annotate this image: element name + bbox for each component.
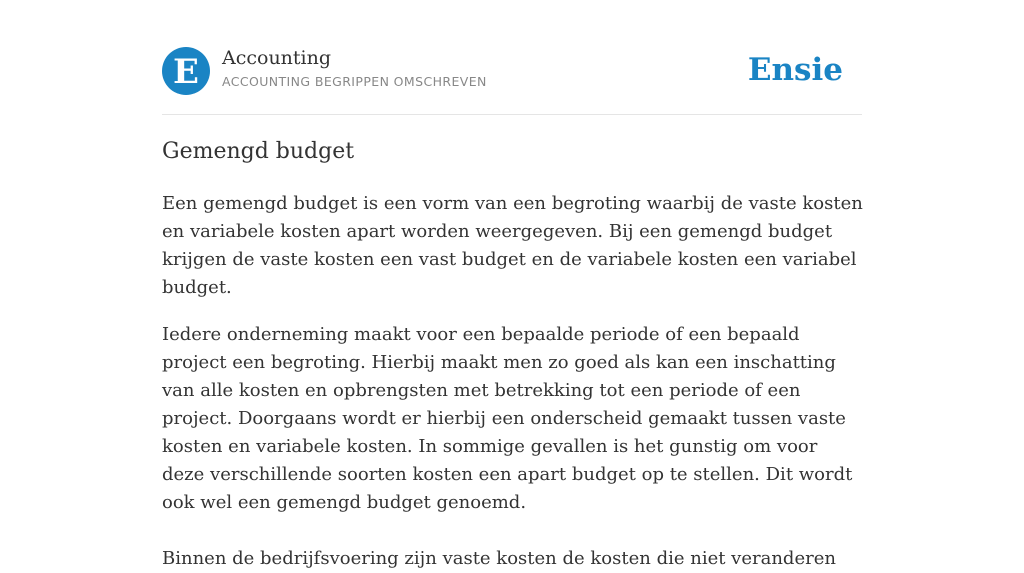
ensie-brand-link[interactable]: Ensie [747, 52, 843, 88]
article-paragraph: Binnen de bedrijfsvoering zijn vaste kosten de kosten die niet veranderen [162, 548, 836, 569]
ensie-logo-icon[interactable] [162, 47, 210, 95]
logo-letter: E [173, 52, 199, 92]
article-paragraph: Een gemengd budget is een vorm van een begroting waarbij de vaste kosten en variabele kosten apart worden weergegeven. Bij een gemengd budget krijgen de vaste kosten een vast budget en de variabele kosten een variabel budget. [162, 193, 863, 298]
site-title-link[interactable]: Accounting [222, 47, 332, 69]
article-title: Gemengd budget [162, 139, 355, 164]
logo-letter-graphic [162, 47, 210, 95]
article-paragraph: Iedere onderneming maakt voor een bepaalde periode of een bepaald project een begroting. Hierbij maakt men zo goed als kan een inschatting van alle kosten en opbrengsten met betrekking tot een periode of een project. Doorgaans wordt er hierbij een onderscheid gemaakt tussen vaste kosten en variabele kosten. In sommige gevallen is het gunstig om voor deze verschillende soorten kosten een apart budget op te stellen. Dit wordt ook wel een gemengd budget genoemd. [162, 324, 853, 513]
article [162, 136, 864, 573]
site-subtitle: ACCOUNTING BEGRIPPEN OMSCHREVEN [222, 74, 487, 89]
site-header [162, 46, 862, 115]
